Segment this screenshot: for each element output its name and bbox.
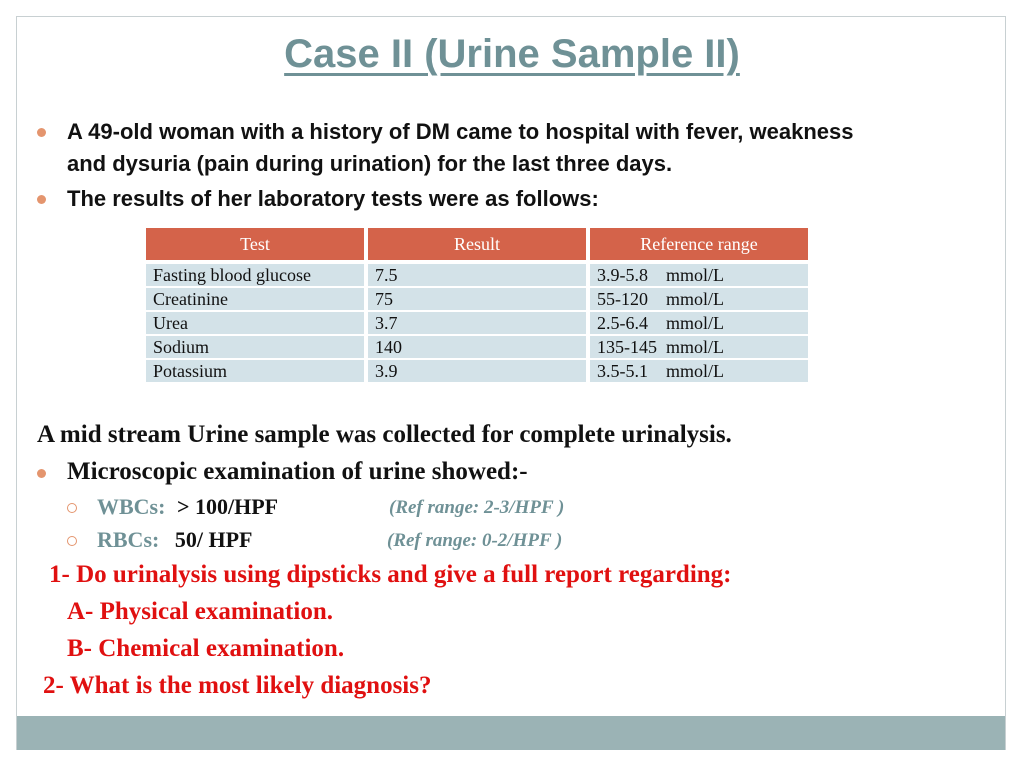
- header-test: Test: [144, 228, 366, 264]
- cell-result: 7.5: [366, 264, 588, 288]
- question-1b: B- Chemical examination.: [67, 635, 345, 662]
- table-row: [144, 288, 810, 312]
- bullet-dot-icon: [37, 128, 46, 137]
- rbc-line: [97, 527, 252, 553]
- wbc-reference: (Ref range: 2-3/HPF ): [389, 497, 565, 518]
- bullet-dot-icon: [37, 195, 46, 204]
- wbc-label: WBCs:: [97, 494, 166, 519]
- intro-line-1: A 49-old woman with a history of DM came to hospital with fever, weakness: [67, 119, 854, 144]
- intro-line-2: and dysuria (pain during urination) for the last three days.: [67, 151, 673, 176]
- table-row: [144, 360, 810, 384]
- slide-title-text: Case II (Urine Sample II): [284, 32, 740, 76]
- cell-test: Fasting blood glucose: [144, 264, 366, 288]
- table-row: [144, 336, 810, 360]
- question-2: 2- What is the most likely diagnosis?: [43, 672, 432, 699]
- table-row: [144, 264, 810, 288]
- header-reference-range: Reference range: [588, 228, 810, 264]
- cell-reference: 55-120 mmol/L: [588, 288, 810, 312]
- footer-bar: [17, 716, 1005, 750]
- cell-test: Sodium: [144, 336, 366, 360]
- cell-result: 75: [366, 288, 588, 312]
- cell-reference: 2.5-6.4 mmol/L: [588, 312, 810, 336]
- cell-test: Potassium: [144, 360, 366, 384]
- lab-results-table: [144, 228, 810, 384]
- cell-reference: 3.9-5.8 mmol/L: [588, 264, 810, 288]
- cell-result: 3.9: [366, 360, 588, 384]
- bullet-dot-icon: [37, 469, 46, 478]
- rbc-label: RBCs:: [97, 527, 160, 552]
- intro-line-3: The results of her laboratory tests were as follows:: [67, 186, 599, 211]
- table-row: [144, 312, 810, 336]
- cell-test: Creatinine: [144, 288, 366, 312]
- wbc-line: [97, 494, 278, 520]
- rbc-value: 50/ HPF: [174, 527, 253, 552]
- question-1a: A- Physical examination.: [67, 598, 333, 625]
- question-1: 1- Do urinalysis using dipsticks and give a full report regarding:: [49, 561, 732, 588]
- circle-bullet-icon: [67, 536, 77, 546]
- table-header-row: [144, 228, 810, 264]
- cell-reference: 3.5-5.1 mmol/L: [588, 360, 810, 384]
- slide-title: [0, 32, 1024, 77]
- wbc-value: > 100/HPF: [176, 494, 279, 519]
- cell-test: Urea: [144, 312, 366, 336]
- header-result: Result: [366, 228, 588, 264]
- cell-result: 3.7: [366, 312, 588, 336]
- circle-bullet-icon: [67, 503, 77, 513]
- rbc-reference: (Ref range: 0-2/HPF ): [387, 530, 563, 551]
- sample-statement: A mid stream Urine sample was collected for complete urinalysis.: [37, 421, 732, 448]
- microscopic-heading: Microscopic examination of urine showed:-: [67, 458, 528, 485]
- cell-reference: 135-145 mmol/L: [588, 336, 810, 360]
- cell-result: 140: [366, 336, 588, 360]
